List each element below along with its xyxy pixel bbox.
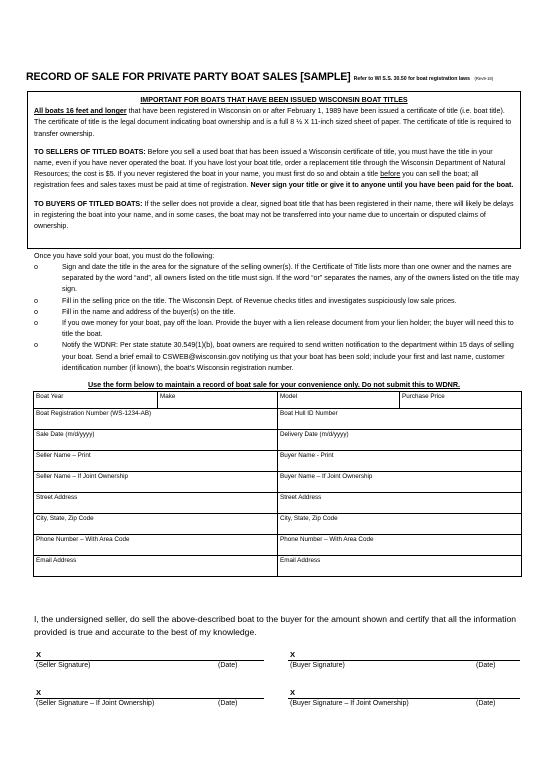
field-label: Make [160,393,176,400]
seller-joint-date-label: (Date) [218,700,238,707]
page-title: RECORD OF SALE FOR PRIVATE PARTY BOAT SALES [SAMPLE] [26,71,351,83]
notice-text: If the seller does not provide a clear, signed boat title that has been registered in their name, there will likely be delays in registering the boat into your name, and in some cases, the boat may not be transferred into your name due to uncertain or disputed claims of ownership. [34,199,514,231]
field-label: Street Address [280,494,322,501]
field-label: Phone Number – With Area Code [36,536,130,543]
notice-text: you can sell the boat; all registration fees and sales taxes must be paid at time of registration. [34,170,479,190]
field-label: Boat Registration Number (WS-1234-AB) [36,410,152,417]
field-label: Model [280,393,298,400]
seller-street-field[interactable] [34,493,278,514]
table-row [34,493,522,514]
seller-date-label: (Date) [218,662,238,669]
sellers-label: TO SELLERS OF TITLED BOATS: [34,147,146,156]
instructions-intro: Once you have sold your boat, you must do the following: [34,252,215,260]
field-label: Sale Date (m/d/yyyy) [36,431,95,438]
buyer-signature-label: (Buyer Signature) [290,662,345,669]
notice-paragraph-sellers [34,147,514,192]
seller-email-field[interactable] [34,556,278,577]
notice-heading: IMPORTANT FOR BOATS THAT HAVE BEEN ISSUED WISCONSIN BOAT TITLES [140,96,408,104]
bullet-icon: o [34,319,38,328]
field-label: Email Address [36,557,77,564]
hull-id-field[interactable] [278,409,522,430]
notice-paragraph-buyers [34,199,514,233]
boat-length-emphasis: All boats 16 feet and longer [34,107,127,116]
buyer-joint-name-field[interactable] [278,472,522,493]
field-label: Delivery Date (m/d/yyyy) [280,431,349,438]
list-item [34,307,524,318]
model-field[interactable] [278,392,400,409]
field-label: Buyer Name – If Joint Ownership [280,473,373,480]
step-text: Fill in the name and address of the buyer(s) on the title. [62,307,236,316]
field-label: Boat Hull ID Number [280,410,338,417]
buyer-email-field[interactable] [278,556,522,577]
notice-paragraph-titles [34,106,514,140]
notice-text: that have been registered in Wisconsin on or after February 1, 1989 have been issued a certificate of title (i.e. boat title). The certificate of title is the legal document indicating boat ownership and is a full 8 ½ X 11-inch sized sheet of paper. The certificate of title is required to transfer ownership. [34,107,512,138]
table-row [34,451,522,472]
list-item [34,318,524,340]
buyer-joint-date-label: (Date) [476,700,496,707]
seller-phone-field[interactable] [34,535,278,556]
table-row [34,409,522,430]
field-label: Street Address [36,494,78,501]
document-title [26,67,526,85]
table-row [34,472,522,493]
buyer-signature-mark: X [290,650,296,659]
table-row [34,392,522,409]
table-row [34,514,522,535]
field-label: Seller Name – If Joint Ownership [36,473,129,480]
bullet-icon: o [34,263,38,271]
sale-date-field[interactable] [34,430,278,451]
field-label: City, State, Zip Code [280,515,338,522]
step-text: Notify the WDNR: Per state statute 30.549(1)(b), boat owners are required to send written notification to the department within 15 days of selling your boat. Send a brief email to CSWEB@wisconsin.gov notifying us that your boat has been sold; include your first and last name, customer identification number (if known), the boat’s Wisconsin registration number. [62,341,514,372]
buyer-signature-line[interactable] [288,660,520,661]
buyer-street-field[interactable] [278,493,522,514]
seller-joint-name-field[interactable] [34,472,278,493]
step-text: Sign and date the title in the area for the signature of the selling owner(s). If the Certificate of Title lists more than one owner and the names are separated by the word “and”, all owners listed on the title must sign. If the word “or” separates the names, any of the owners listed on the title may sign. [62,263,519,294]
notice-text: Before you sell a used boat that has been issued a Wisconsin certificate of title, you must have the title in your name, even if you have never operated the boat. If you have lost your boat title, order a replacement title through the Wisconsin Department of Natural Resources; the cost is $5. If you never registered the boat in your name, you must first do so and obtain a title [34,147,506,179]
buyer-city-field[interactable] [278,514,522,535]
field-label: Purchase Price [402,393,445,400]
bullet-icon: o [34,341,38,350]
seller-name-field[interactable] [34,451,278,472]
step-text: If you owe money for your boat, pay off the loan. Provide the buyer with a lien release document from your lien holder; the buyer will need this to title the boat. [62,319,514,339]
sale-record-form [33,391,522,577]
buyer-phone-field[interactable] [278,535,522,556]
list-item [34,340,524,374]
buyer-joint-signature-line[interactable] [288,698,520,699]
purchase-price-field[interactable] [400,392,522,409]
field-label: Buyer Name - Print [280,452,334,459]
seller-joint-signature-line[interactable] [34,698,264,699]
list-item [34,296,524,307]
important-notice-box [27,91,521,249]
field-label: Email Address [280,557,321,564]
field-label: Phone Number – With Area Code [280,536,374,543]
revision-label: (Rev9-19) [474,76,494,81]
buyers-label: TO BUYERS OF TITLED BOATS: [34,199,143,208]
list-item [34,262,524,296]
seller-joint-signature-label: (Seller Signature – If Joint Ownership) [36,700,155,707]
bullet-icon: o [34,296,38,305]
form-instruction: Use the form below to maintain a record of boat sale for your convenience only. Do not submit this to WDNR. [87,380,461,389]
table-row [34,430,522,451]
delivery-date-field[interactable] [278,430,522,451]
buyer-joint-signature-mark: X [290,688,296,697]
field-label: Boat Year [36,393,64,400]
step-text: Fill in the selling price on the title. The Wisconsin Dept. of Revenue checks titles and investigates suspiciously low sale prices. [62,296,457,305]
make-field[interactable] [158,392,278,409]
seller-city-field[interactable] [34,514,278,535]
registration-number-field[interactable] [34,409,278,430]
seller-signature-mark: X [36,650,42,659]
never-sign-warning: Never sign your title or give it to anyone until you have been paid for the boat. [250,181,514,190]
buyer-joint-signature-label: (Buyer Signature – If Joint Ownership) [290,700,409,707]
field-label: City, State, Zip Code [36,515,94,522]
field-label: Seller Name – Print [36,452,91,459]
table-row [34,556,522,577]
seller-joint-signature-mark: X [36,688,42,697]
statute-reference: Refer to WI S.S. 30.50 for boat registration laws [353,76,471,82]
buyer-date-label: (Date) [476,662,496,669]
instructions-list [34,262,524,374]
table-row [34,535,522,556]
certification-statement: I, the undersigned seller, do sell the above-described boat to the buyer for the amount shown and certify that all the information provided is true and accurate to the best of my knowledge. [34,614,517,637]
seller-signature-label: (Seller Signature) [36,662,91,669]
bullet-icon: o [34,307,38,316]
buyer-name-field[interactable] [278,451,522,472]
boat-year-field[interactable] [34,392,158,409]
before-emphasis: before [380,170,401,179]
seller-signature-line[interactable] [34,660,264,661]
